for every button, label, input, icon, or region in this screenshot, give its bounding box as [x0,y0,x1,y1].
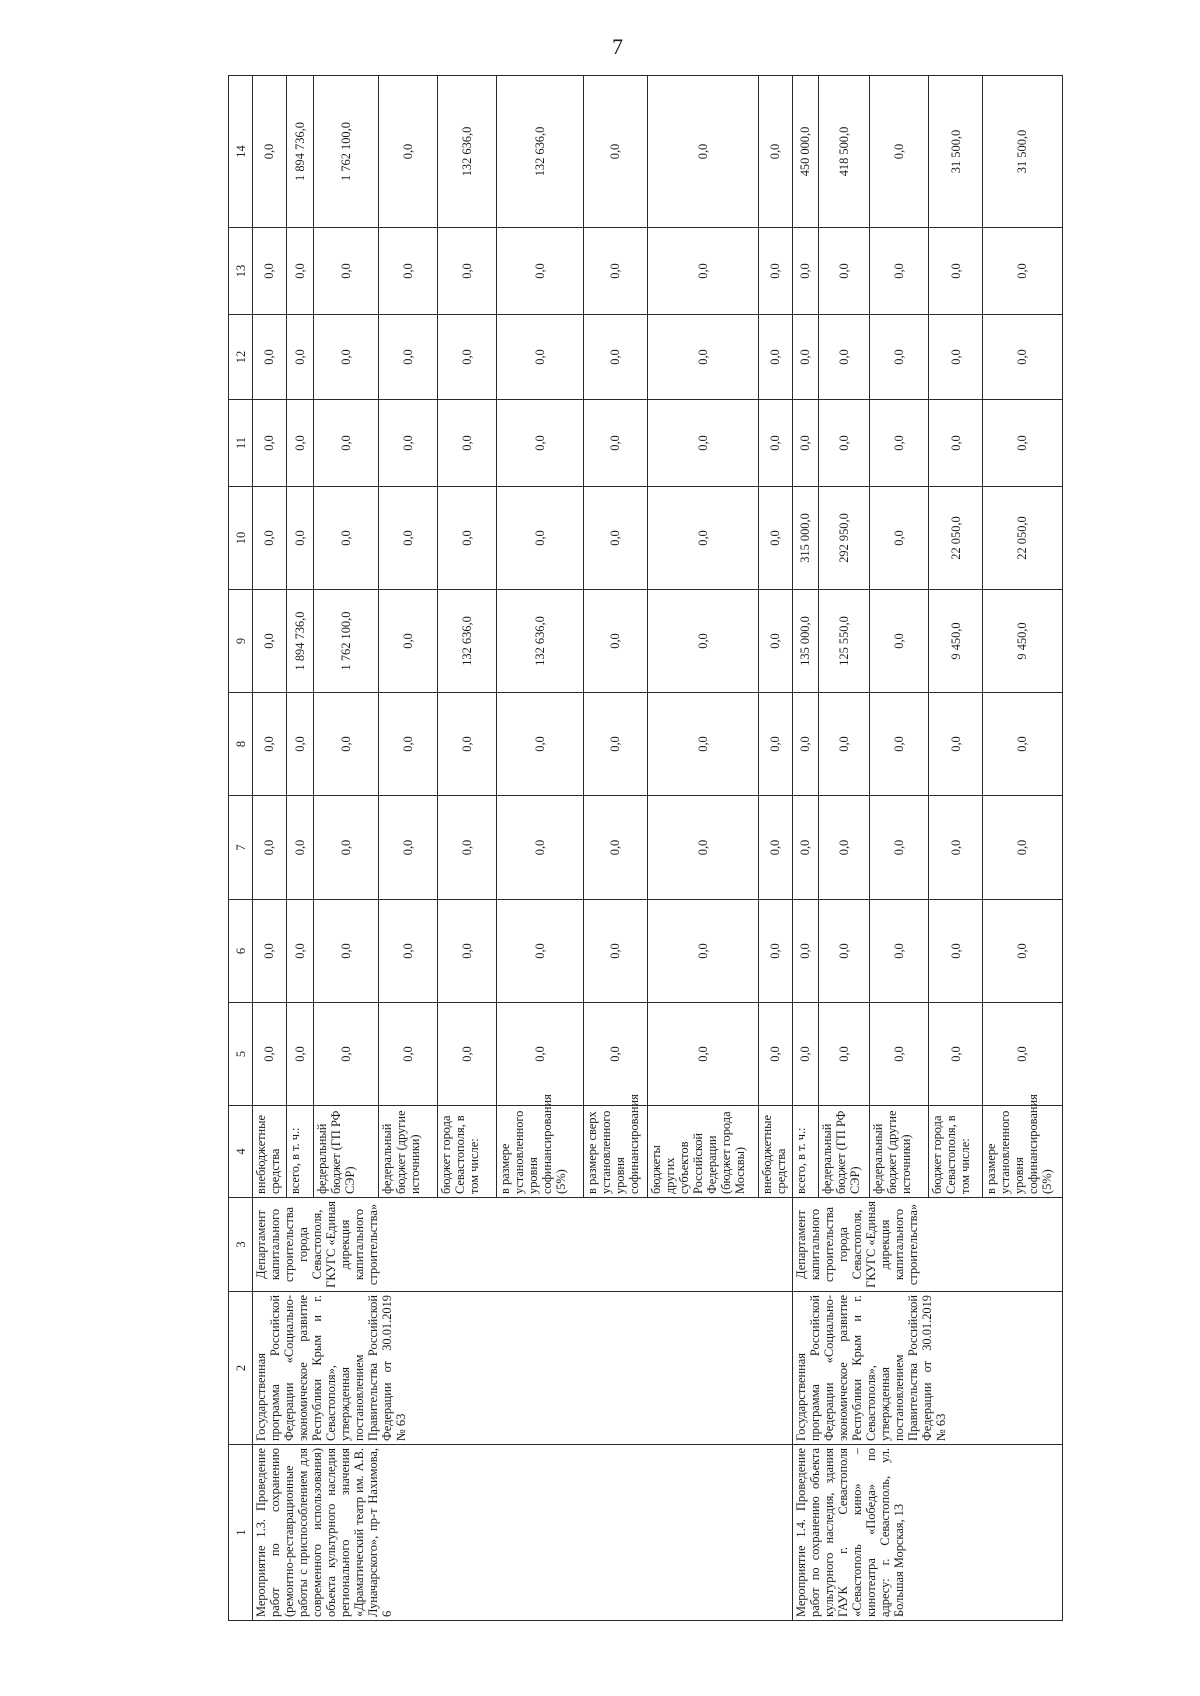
value-cell: 0,0 [929,1003,983,1106]
value-cell: 0,0 [870,1003,929,1106]
value-cell: 0,0 [253,315,287,400]
value-cell: 0,0 [497,487,583,590]
funding-source-cell: всего, в т. ч.: [792,1106,818,1198]
value-cell: 0,0 [929,900,983,1003]
funding-source-cell: внебюджетные средства [758,1106,792,1198]
value-cell: 0,0 [818,796,869,900]
value-cell: 0,0 [314,693,379,796]
value-cell: 0,0 [583,400,648,487]
column-header: 11 [229,400,253,487]
value-cell: 0,0 [497,900,583,1003]
value-cell: 0,0 [583,315,648,400]
value-cell: 0,0 [286,315,313,400]
value-cell: 0,0 [253,796,287,900]
value-cell: 0,0 [929,315,983,400]
column-header: 7 [229,796,253,900]
value-cell: 132 636,0 [497,590,583,693]
funding-source-cell: в размере установленного уровня софинансирования (5%) [982,1106,1062,1198]
executor-cell: Департамент капитального строительства города Севастополя, ГКУГС «Единая дирекция капитального строительства» [253,1198,793,1292]
value-cell: 9 450,0 [929,590,983,693]
value-cell: 0,0 [648,590,759,693]
page-number: 7 [612,34,623,59]
measure-cell: Мероприятие 1.3. Проведение работ по сохранению (ремонтно-реставрационные работы с приспособлением для современного использования) объекта культурного наследия регионального значения «Драматический театр им. А.В. Луначарского», пр-т Нахимова, 6 [253,1445,793,1621]
value-cell: 1 894 736,0 [286,76,313,228]
column-header: 2 [229,1292,253,1445]
value-cell: 0,0 [253,400,287,487]
measure-cell: Мероприятие 1.4. Проведение работ по сохранению объекта культурного наследия, здания ГАУК г. Севастополя «Севастополь кино» – кинотеатра «Победа» по адресу: г. Севастополь, ул. Большая Морская, 13 [792,1445,1062,1621]
value-cell: 0,0 [870,900,929,1003]
value-cell: 0,0 [792,1003,818,1106]
value-cell: 0,0 [648,1003,759,1106]
value-cell: 0,0 [818,1003,869,1106]
budget-table [228,75,1063,1621]
value-cell: 0,0 [758,400,792,487]
funding-source-cell: в размере сверх установленного уровня софинансирования [583,1106,648,1198]
value-cell: 0,0 [583,1003,648,1106]
value-cell: 0,0 [497,400,583,487]
value-cell: 0,0 [758,693,792,796]
value-cell: 9 450,0 [982,590,1062,693]
value-cell: 0,0 [929,796,983,900]
value-cell: 0,0 [437,1003,496,1106]
value-cell: 0,0 [648,76,759,228]
table-row [253,76,287,1621]
value-cell: 0,0 [314,796,379,900]
value-cell: 0,0 [437,487,496,590]
value-cell: 0,0 [929,228,983,315]
value-cell: 0,0 [437,315,496,400]
value-cell: 0,0 [253,487,287,590]
column-header: 1 [229,1445,253,1621]
funding-source-cell: бюджет города Севастополя, в том числе: [929,1106,983,1198]
value-cell: 0,0 [583,76,648,228]
value-cell: 0,0 [253,590,287,693]
value-cell: 0,0 [982,900,1062,1003]
value-cell: 0,0 [378,1003,437,1106]
value-cell: 450 000,0 [792,76,818,228]
value-cell: 0,0 [378,900,437,1003]
value-cell: 0,0 [286,900,313,1003]
value-cell: 0,0 [758,1003,792,1106]
value-cell: 0,0 [583,590,648,693]
value-cell: 0,0 [437,900,496,1003]
value-cell: 0,0 [818,228,869,315]
value-cell: 1 894 736,0 [286,590,313,693]
executor-cell: Департамент капитального строительства города Севастополя, ГКУГС «Единая дирекция капитального строительства» [792,1198,1062,1292]
value-cell: 0,0 [253,1003,287,1106]
value-cell: 0,0 [648,400,759,487]
value-cell: 0,0 [982,796,1062,900]
column-header: 10 [229,487,253,590]
value-cell: 0,0 [982,228,1062,315]
value-cell: 0,0 [982,315,1062,400]
value-cell: 0,0 [870,315,929,400]
value-cell: 0,0 [497,1003,583,1106]
value-cell: 0,0 [253,76,287,228]
value-cell: 0,0 [583,487,648,590]
value-cell: 0,0 [378,590,437,693]
value-cell: 1 762 100,0 [314,76,379,228]
value-cell: 0,0 [378,315,437,400]
value-cell: 0,0 [982,1003,1062,1106]
funding-source-cell: федеральный бюджет (ГП РФ СЭР) [314,1106,379,1198]
value-cell: 0,0 [314,315,379,400]
value-cell: 0,0 [378,693,437,796]
funding-source-cell: в размере установленного уровня софинансирования (5%) [497,1106,583,1198]
column-header: 4 [229,1106,253,1198]
funding-source-cell: всего, в т. ч.: [286,1106,313,1198]
value-cell: 0,0 [792,228,818,315]
value-cell: 418 500,0 [818,76,869,228]
value-cell: 0,0 [314,228,379,315]
funding-source-cell: бюджеты других субъектов Российской Федерации (бюджет города Москвы) [648,1106,759,1198]
value-cell: 0,0 [818,400,869,487]
value-cell: 0,0 [497,796,583,900]
value-cell: 0,0 [758,590,792,693]
value-cell: 0,0 [286,228,313,315]
value-cell: 0,0 [583,796,648,900]
value-cell: 0,0 [378,796,437,900]
value-cell: 0,0 [286,487,313,590]
value-cell: 0,0 [583,228,648,315]
value-cell: 0,0 [792,315,818,400]
value-cell: 0,0 [286,1003,313,1106]
value-cell: 132 636,0 [497,76,583,228]
value-cell: 0,0 [758,796,792,900]
value-cell: 0,0 [929,693,983,796]
value-cell: 0,0 [437,693,496,796]
value-cell: 0,0 [286,400,313,487]
value-cell: 0,0 [497,228,583,315]
column-header: 9 [229,590,253,693]
value-cell: 0,0 [253,693,287,796]
value-cell: 0,0 [792,900,818,1003]
value-cell: 0,0 [758,228,792,315]
value-cell: 132 636,0 [437,76,496,228]
value-cell: 135 000,0 [792,590,818,693]
value-cell: 0,0 [929,400,983,487]
value-cell: 0,0 [253,900,287,1003]
value-cell: 0,0 [378,400,437,487]
value-cell: 31 500,0 [982,76,1062,228]
value-cell: 0,0 [870,76,929,228]
value-cell: 0,0 [648,900,759,1003]
value-cell: 0,0 [314,487,379,590]
value-cell: 0,0 [870,693,929,796]
value-cell: 0,0 [758,900,792,1003]
value-cell: 0,0 [437,400,496,487]
column-header: 8 [229,693,253,796]
value-cell: 0,0 [286,693,313,796]
column-header: 6 [229,900,253,1003]
value-cell: 31 500,0 [929,76,983,228]
value-cell: 0,0 [758,487,792,590]
value-cell: 0,0 [818,900,869,1003]
value-cell: 0,0 [378,76,437,228]
value-cell: 132 636,0 [437,590,496,693]
value-cell: 0,0 [648,693,759,796]
column-header: 5 [229,1003,253,1106]
column-header: 13 [229,228,253,315]
value-cell: 22 050,0 [929,487,983,590]
value-cell: 0,0 [870,400,929,487]
value-cell: 0,0 [792,400,818,487]
program-cell: Государственная программа Российской Федерации «Социально-экономическое развитие Республики Крым и г. Севастополя», утвержденная постановлением Правительства Российской Федерации от 30.01.2019 № 63 [792,1292,1062,1445]
rotated-table-container [228,76,1063,1621]
table-row [792,76,818,1621]
value-cell: 0,0 [758,315,792,400]
value-cell: 0,0 [792,796,818,900]
value-cell: 0,0 [286,796,313,900]
funding-source-cell: федеральный бюджет (ГП РФ СЭР) [818,1106,869,1198]
value-cell: 0,0 [870,590,929,693]
funding-source-cell: бюджет города Севастополя, в том числе: [437,1106,496,1198]
value-cell: 0,0 [818,315,869,400]
value-cell: 0,0 [648,315,759,400]
column-header: 14 [229,76,253,228]
value-cell: 0,0 [982,693,1062,796]
value-cell: 0,0 [792,693,818,796]
value-cell: 0,0 [314,900,379,1003]
funding-source-cell: федеральный бюджет (другие источники) [378,1106,437,1198]
value-cell: 0,0 [497,693,583,796]
value-cell: 0,0 [437,796,496,900]
value-cell: 0,0 [648,796,759,900]
program-cell: Государственная программа Российской Федерации «Социально-экономическое развитие Республики Крым и г. Севастополя», утвержденная постановлением Правительства Российской Федерации от 30.01.2019 № 63 [253,1292,793,1445]
funding-source-cell: внебюджетные средства [253,1106,287,1198]
value-cell: 0,0 [870,796,929,900]
value-cell: 0,0 [870,228,929,315]
value-cell: 0,0 [982,400,1062,487]
header-row [229,76,253,1621]
value-cell: 0,0 [253,228,287,315]
value-cell: 0,0 [583,900,648,1003]
value-cell: 0,0 [497,315,583,400]
value-cell: 0,0 [648,487,759,590]
value-cell: 0,0 [648,228,759,315]
value-cell: 0,0 [870,487,929,590]
value-cell: 292 950,0 [818,487,869,590]
column-header: 12 [229,315,253,400]
value-cell: 0,0 [314,1003,379,1106]
value-cell: 0,0 [378,228,437,315]
column-header: 3 [229,1198,253,1292]
value-cell: 1 762 100,0 [314,590,379,693]
value-cell: 22 050,0 [982,487,1062,590]
table-body [253,76,1063,1621]
value-cell: 315 000,0 [792,487,818,590]
value-cell: 0,0 [583,693,648,796]
funding-source-cell: федеральный бюджет (другие источники) [870,1106,929,1198]
value-cell: 0,0 [378,487,437,590]
value-cell: 125 550,0 [818,590,869,693]
value-cell: 0,0 [758,76,792,228]
value-cell: 0,0 [818,693,869,796]
value-cell: 0,0 [314,400,379,487]
value-cell: 0,0 [437,228,496,315]
